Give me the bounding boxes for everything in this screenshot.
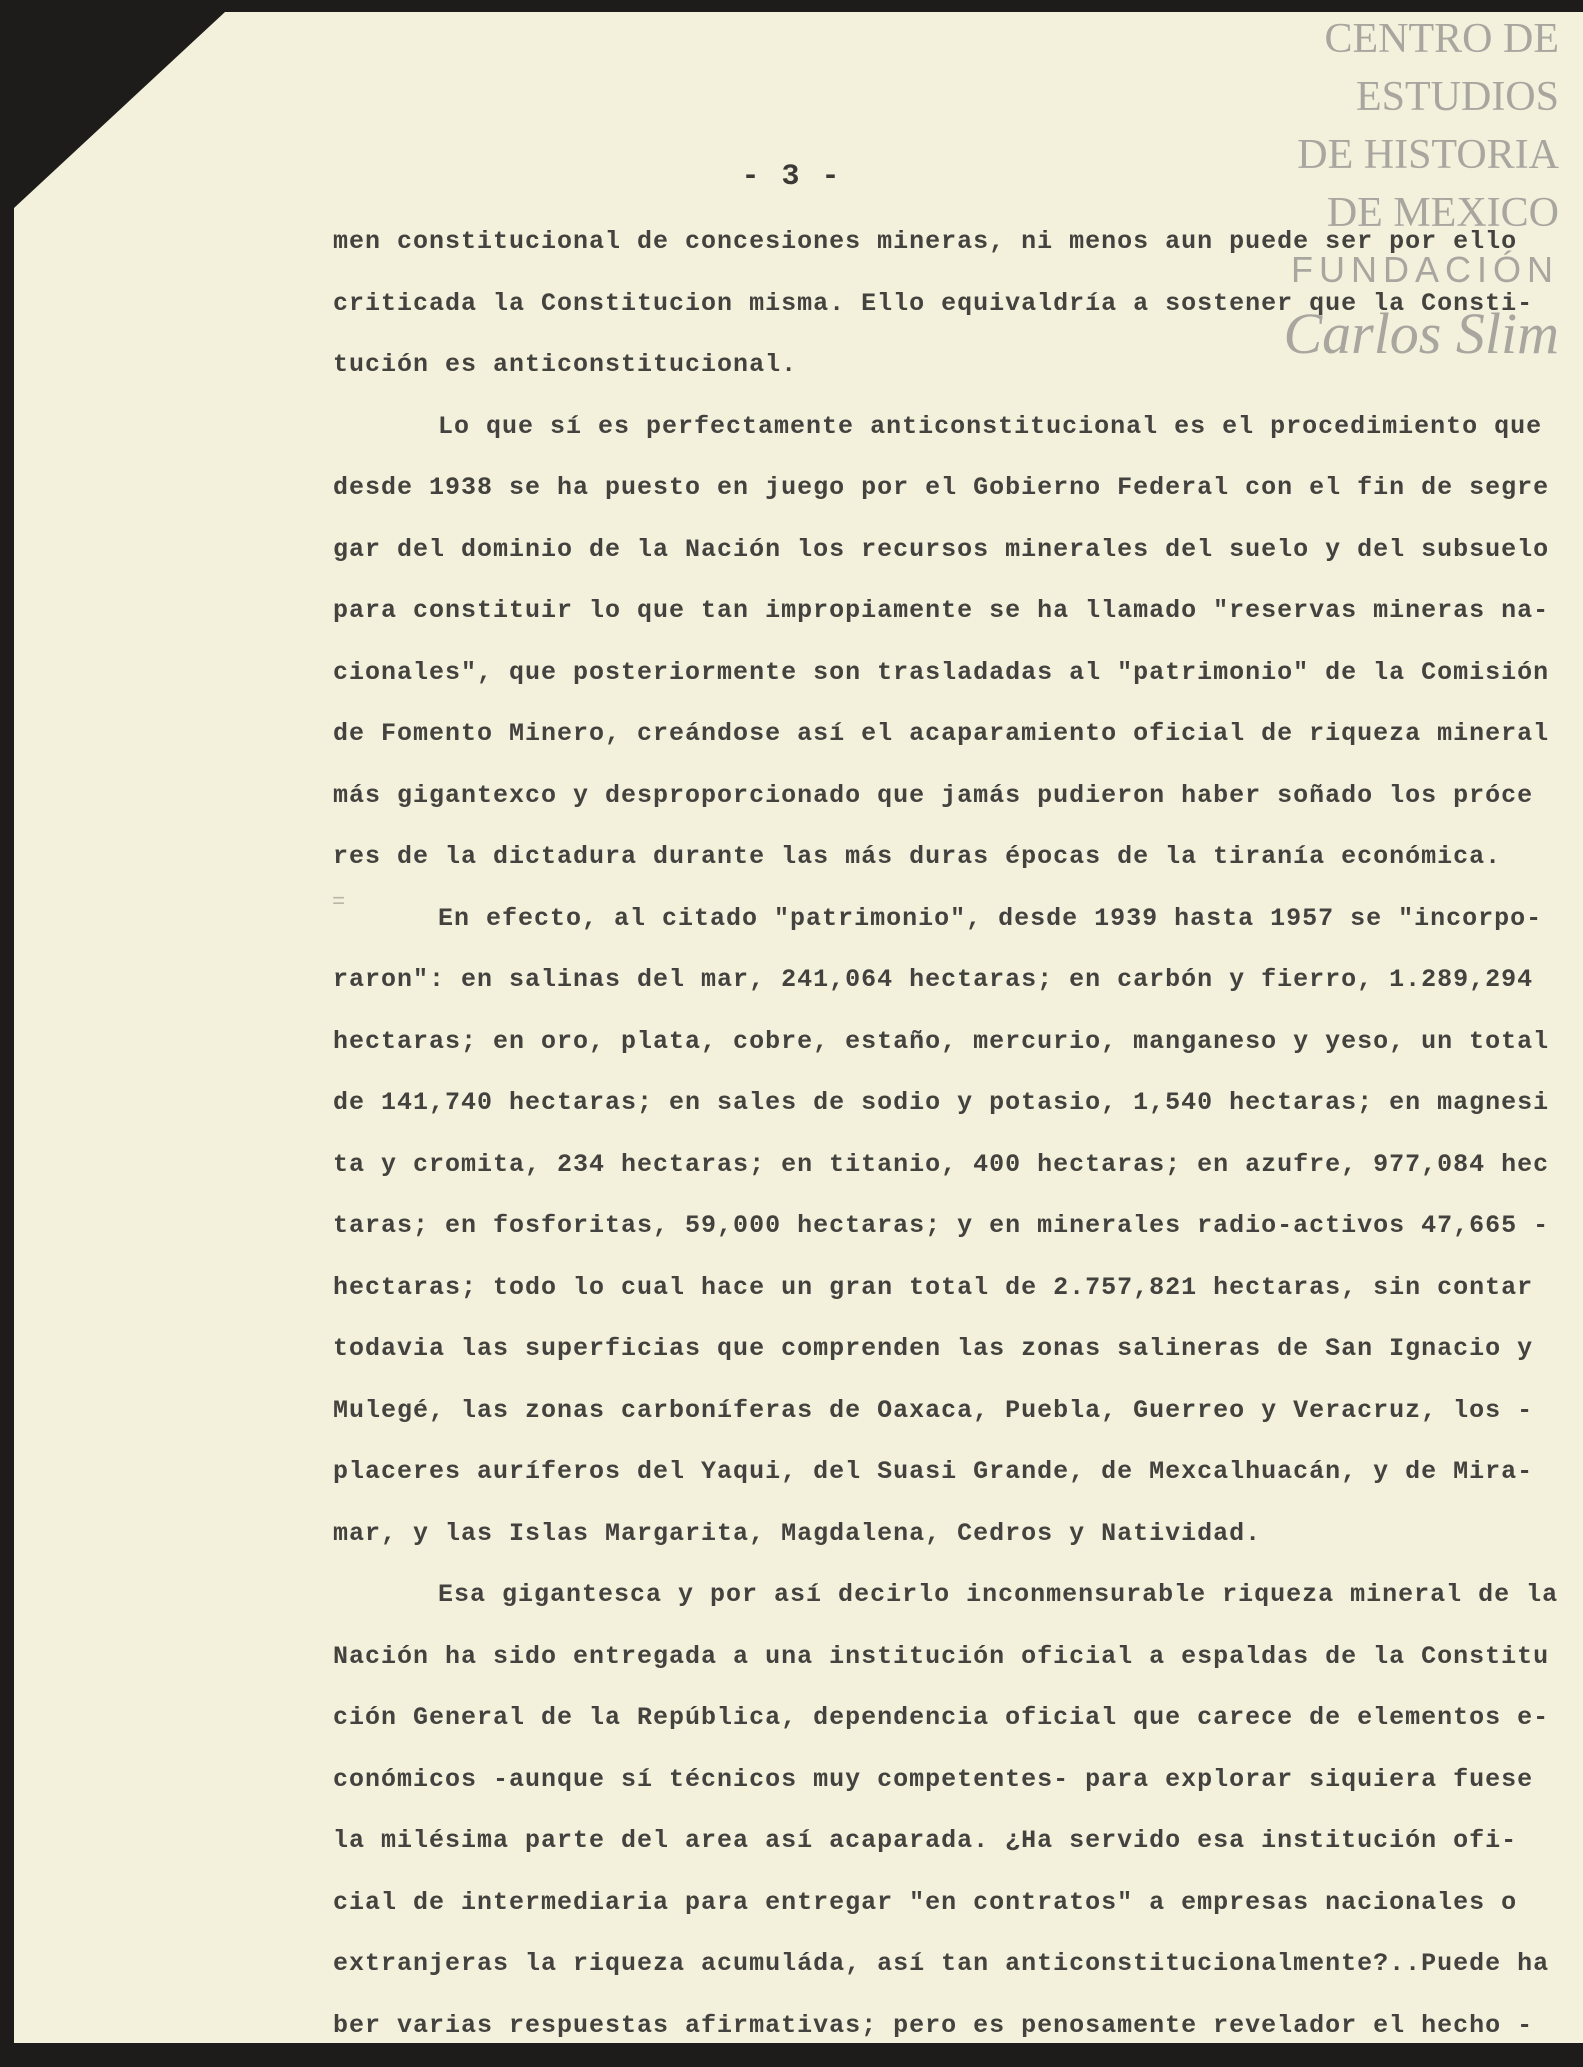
watermark-signature: Carlos Slim: [1239, 298, 1559, 370]
text-line: para constituir lo que tan impropiamente se ha llamado "reservas mineras na-: [333, 591, 1503, 653]
text-line: criticada la Constitucion misma. Ello equivaldría a sostener que la Consti-: [333, 284, 1503, 346]
text-line: res de la dictadura durante las más duras épocas de la tiranía económica.: [333, 837, 1503, 899]
text-line: En efecto, al citado "patrimonio", desde 1939 hasta 1957 se "incorpo-: [333, 899, 1503, 961]
text-line: todavia las superficias que comprenden las zonas salineras de San Ignacio y: [333, 1329, 1503, 1391]
text-line: Esa gigantesca y por así decirlo inconmensurable riqueza mineral de la: [333, 1575, 1503, 1637]
text-line: Lo que sí es perfectamente anticonstitucional es el procedimiento que: [333, 407, 1503, 469]
margin-mark: =: [332, 890, 345, 915]
watermark-line: DE MEXICO: [1239, 184, 1559, 242]
text-line: placeres auríferos del Yaqui, del Suasi Grande, de Mexcalhuacán, y de Mira-: [333, 1452, 1503, 1514]
text-line: tución es anticonstitucional.: [333, 345, 1503, 407]
text-line: ta y cromita, 234 hectaras; en titanio, 400 hectaras; en azufre, 977,084 hec: [333, 1145, 1503, 1207]
text-line: extranjeras la riqueza acumuláda, así tan anticonstitucionalmente?..Puede ha: [333, 1944, 1503, 2006]
text-line: cionales", que posteriormente son trasladadas al "patrimonio" de la Comisión: [333, 653, 1503, 715]
text-line: Nación ha sido entregada a una institución oficial a espaldas de la Constitu: [333, 1637, 1503, 1699]
text-line: de Fomento Minero, creándose así el acaparamiento oficial de riqueza mineral: [333, 714, 1503, 776]
text-line: men constitucional de concesiones mineras, ni menos aun puede ser por ello: [333, 222, 1503, 284]
text-line: de 141,740 hectaras; en sales de sodio y potasio, 1,540 hectaras; en magnesi: [333, 1083, 1503, 1145]
watermark-foundation: FUNDACIÓN: [1239, 242, 1559, 298]
text-line: hectaras; en oro, plata, cobre, estaño, mercurio, manganeso y yeso, un total: [333, 1022, 1503, 1084]
text-line: más gigantexco y desproporcionado que jamás pudieron haber soñado los próce: [333, 776, 1503, 838]
watermark-line: DE HISTORIA: [1239, 126, 1559, 184]
page-number: - 3 -: [0, 160, 1583, 194]
text-line: la milésima parte del area así acaparada. ¿Ha servido esa institución ofi-: [333, 1821, 1503, 1883]
text-line: ción General de la República, dependencia oficial que carece de elementos e-: [333, 1698, 1503, 1760]
text-line: gar del dominio de la Nación los recursos minerales del suelo y del subsuelo: [333, 530, 1503, 592]
text-line: hectaras; todo lo cual hace un gran total de 2.757,821 hectaras, sin contar: [333, 1268, 1503, 1330]
text-line: taras; en fosforitas, 59,000 hectaras; y en minerales radio-activos 47,665 -: [333, 1206, 1503, 1268]
text-line: desde 1938 se ha puesto en juego por el Gobierno Federal con el fin de segre: [333, 468, 1503, 530]
text-line: Mulegé, las zonas carboníferas de Oaxaca, Puebla, Guerreo y Veracruz, los -: [333, 1391, 1503, 1453]
text-line: mar, y las Islas Margarita, Magdalena, Cedros y Natividad.: [333, 1514, 1503, 1576]
watermark-line: CENTRO DE: [1239, 10, 1559, 68]
text-line: conómicos -aunque sí técnicos muy competentes- para explorar siquiera fuese: [333, 1760, 1503, 1822]
text-line: cial de intermediaria para entregar "en contratos" a empresas nacionales o: [333, 1883, 1503, 1945]
typed-text-body: [333, 222, 1503, 2067]
watermark-line: ESTUDIOS: [1239, 68, 1559, 126]
text-line: raron": en salinas del mar, 241,064 hectaras; en carbón y fierro, 1.289,294: [333, 960, 1503, 1022]
text-line: ber varias respuestas afirmativas; pero es penosamente revelador el hecho -: [333, 2006, 1503, 2067]
